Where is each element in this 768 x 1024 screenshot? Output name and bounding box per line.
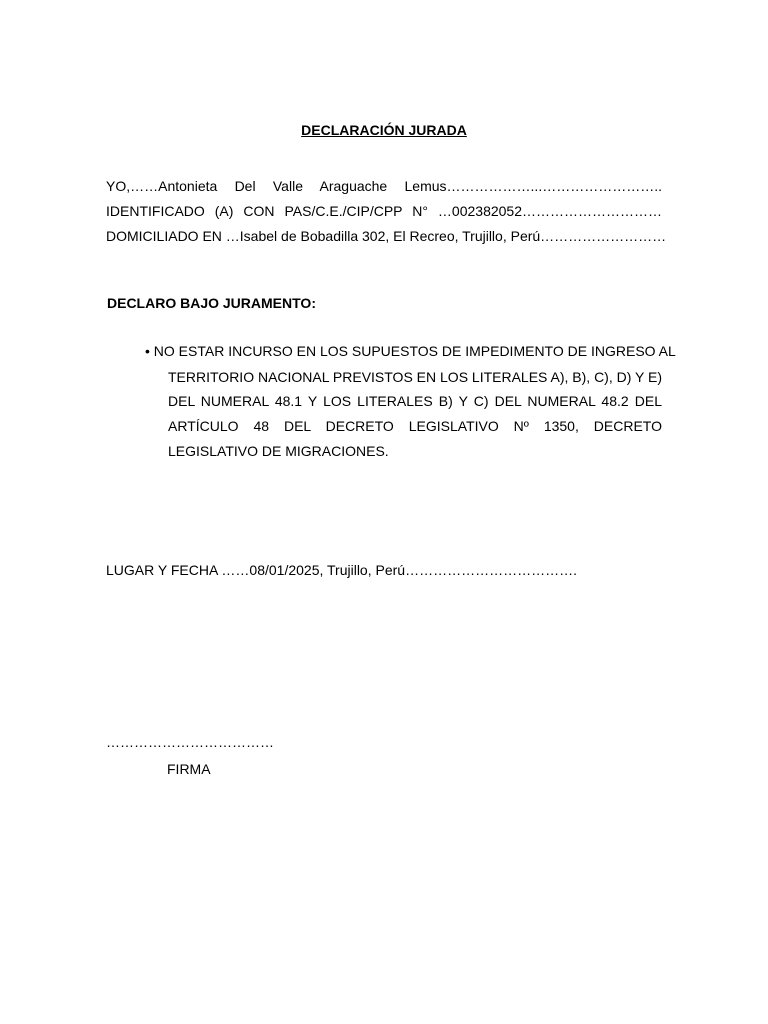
declaration-heading: DECLARO BAJO JURAMENTO: xyxy=(107,295,316,311)
place-date-line: LUGAR Y FECHA ……08/01/2025, Trujillo, Perú………………………………. xyxy=(106,562,577,578)
signature-label: FIRMA xyxy=(167,761,211,777)
bullet-line-2: TERRITORIO NACIONAL PREVISTOS EN LOS LITERALES A), B), C), D) Y E) xyxy=(168,369,663,385)
bullet-line-4: ARTÍCULO 48 DEL DECRETO LEGISLATIVO Nº 1350, DECRETO xyxy=(168,418,662,434)
bullet-line-5: LEGISLATIVO DE MIGRACIONES. xyxy=(168,443,389,459)
bullet-line-3: DEL NUMERAL 48.1 Y LOS LITERALES B) Y C) DEL NUMERAL 48.2 DEL xyxy=(168,393,662,409)
identity-line-name: YO,……Antonieta Del Valle Araguache Lemus………………...…………………….. xyxy=(106,178,662,194)
identity-line-id: IDENTIFICADO (A) CON PAS/C.E./CIP/CPP N° …002382052………………………… xyxy=(106,203,662,219)
bullet-first-line: • NO ESTAR INCURSO EN LOS SUPUESTOS DE IMPEDIMENTO DE INGRESO AL xyxy=(145,343,676,359)
signature-line: ……………………………… xyxy=(106,734,274,750)
document-title: DECLARACIÓN JURADA xyxy=(301,122,467,138)
identity-line-address: DOMICILIADO EN …Isabel de Bobadilla 302, El Recreo, Trujillo, Perú……………………… xyxy=(106,228,667,244)
